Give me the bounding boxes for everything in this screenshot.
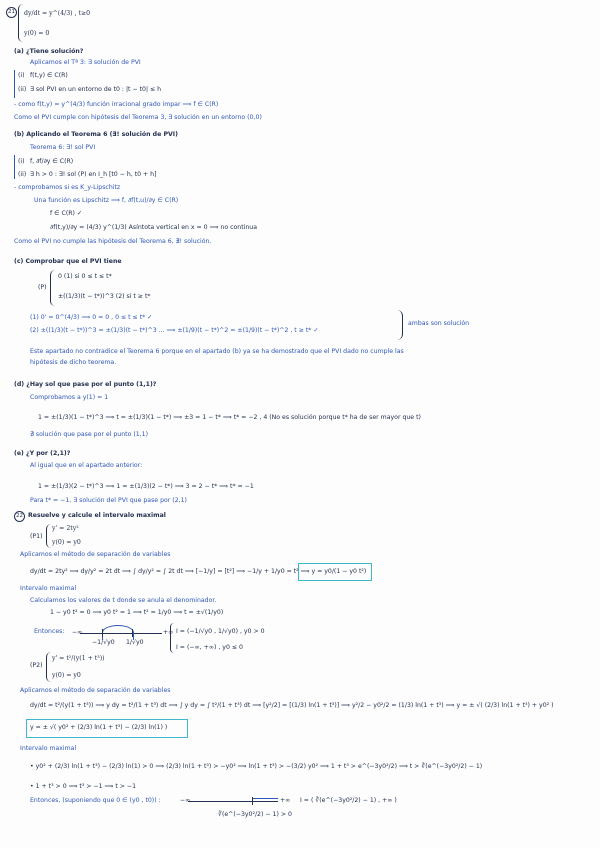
system-brace: [46, 652, 51, 682]
text-line: ∃ h > 0 : ∃! sol (P) en I_h [t0 − h, t0 + h]: [30, 171, 157, 178]
number-line-label: −1/√y0: [92, 639, 115, 646]
text-line: Este apartado no contradice el Teorema 6 porque en el apartado (b) ya se ha demostrado que el PVI dado no cumple las: [30, 348, 404, 355]
text-line: ∃ sol PVI en un entorno de t0 : |t − t0| ≤ h: [30, 86, 162, 93]
text-line: (2) ±((1/3)(t − t*))^3 = ±(1/3)(t − t*)^3 ... ⟹ ±(1/9)(t − t*)^2 = ±(1/9)(t − t*)^2 , t ≥ t* ✓: [30, 327, 319, 334]
text-line: Teorema 6: ∃! sol PVI: [30, 144, 96, 151]
result-box: [298, 563, 372, 581]
number-line-label: 1/√y0: [126, 639, 144, 646]
text-line: (1) 0' = 0^(4/3) ⟹ 0 = 0 , 0 ≤ t ≤ t* ✓: [30, 314, 153, 321]
interval-arc: [102, 625, 134, 640]
text-line: Intervalo maximal: [20, 745, 77, 752]
text-line: Comprobamos a y(1) = 1: [30, 394, 109, 401]
text-line: 1 = ±(1/3)(1 − t*)^3 ⟹ t = ±(1/3)(1 − t*) ⟹ ±3 = 1 − t* ⟹ t* = −2 , 4 (No es solución porque t* ha de ser mayor que t): [38, 414, 421, 421]
section-heading-d: (d) ¿Hay sol que pase por el punto (1,1)?: [14, 381, 157, 388]
system-brace: [46, 524, 51, 548]
section-heading-22: Resuelve y calcule el intervalo maximal: [28, 512, 166, 519]
piecewise-label: (P): [38, 284, 47, 291]
text-line: dy/dt = t²/(y(1 + t³)) ⟹ y dy = t²/(1 + t³) dt ⟹ ∫ y dy = ∫ t²/(1 + t³) dt ⟹ [y²/2] = [(1/3) ln(1 + t³)] ⟹ y²/2 − y0²/2 = (1/3) ln(1 + t³) ⟹ y = ± √( (2/3) ln(1 + t³) + y0² ): [30, 702, 554, 709]
interval-result: I = (−∞, +∞) , y0 ≤ 0: [176, 644, 243, 651]
label-ii: (ii): [18, 86, 27, 93]
number-line-tick: [102, 629, 103, 637]
text-line: ambas son solución: [408, 320, 470, 327]
text-line: - como f(t,y) = y^(4/3) función irracional grado impar ⟹ f ∈ C(R): [14, 101, 219, 108]
number-line-label: ∛(e^(−3y0²/2) − 1) > 0: [218, 811, 292, 818]
section-heading-a: (a) ¿Tiene solución?: [14, 48, 84, 55]
number-line-label: +∞: [163, 629, 174, 636]
interval-result: I = (−1/√y0 , 1/√y0) , y0 > 0: [176, 628, 265, 635]
piecewise-brace: [50, 270, 55, 306]
text-line: Entonces:: [34, 628, 65, 635]
text-line: Calculamos los valores de t donde se anula el denominador.: [30, 597, 217, 604]
text-line: f, ∂f/∂y ∈ C(R): [30, 158, 74, 165]
condition-bar: [14, 70, 15, 98]
text-line: • 1 + t³ > 0 ⟹ t³ > −1 ⟹ t > −1: [30, 783, 137, 790]
text-line: Como el PVI cumple con hipótesis del Teorema 3, ∃ solución en un entorno (0,0): [14, 114, 262, 121]
text-line: hipótesis de dicho teorema.: [30, 359, 117, 366]
exercise-number-badge: 21: [6, 7, 17, 18]
text-line: • y0² + (2/3) ln(1 + t³) − (2/3) ln(1) > 0 ⟹ (2/3) ln(1 + t³) > −y0² ⟹ ln(1 + t³) > −(3/2) y0² ⟹ 1 + t³ > e^(−3y0²/2) ⟹ t > ∛(e^(−3y0²/2) − 1): [30, 763, 483, 770]
number-line-tick: [252, 797, 253, 805]
exercise-number-badge: 22: [14, 511, 25, 522]
label-i: (i): [18, 158, 25, 165]
initial-condition: y(0) = y0: [52, 539, 81, 546]
text-line: 1 − y0 t² = 0 ⟹ y0 t² = 1 ⟹ t² = 1/y0 ⟹ t = ±√(1/y0): [50, 609, 224, 616]
text-line: f(t,y) ∈ C(R): [30, 72, 68, 79]
interval-brace: [170, 623, 174, 653]
system-label: (P1): [30, 533, 43, 540]
piecewise-case-1: 0 (1) si 0 ≤ t ≤ t*: [58, 273, 112, 280]
section-heading-e: (e) ¿Y por (2,1)?: [14, 450, 71, 457]
system-label: (P2): [30, 662, 43, 669]
initial-condition: y(0) = y0: [52, 672, 81, 679]
section-heading-c: (c) Comprobar que el PVI tiene: [14, 258, 122, 265]
text-line: f ∈ C(R) ✓: [50, 210, 83, 217]
text-line: Para t* = −1, ∃ solución del PVI que pase por (2,1): [30, 497, 187, 504]
text-line: dy/dt = 2ty² ⟹ dy/y² = 2t dt ⟹ ∫ dy/y² = ∫ 2t dt ⟹ [−1/y] = [t²] ⟹ −1/y + 1/y0 = t² ⟹ y = y0/(1 − y0 t²): [30, 568, 367, 575]
ode-equation: y' = t²/(y(1 + t³)): [52, 655, 105, 662]
number-line: [188, 801, 278, 802]
text-line: Entonces, (suponiendo que 0 ∈ (y0 , t0)) :: [30, 797, 161, 804]
system-brace: [18, 4, 23, 42]
result-brace: [397, 310, 403, 340]
text-line: Aplicamos el método de separación de variables: [20, 687, 171, 694]
text-line: 1 = ±(1/3)(2 − t*)^3 ⟹ 1 = ±(1/3)(2 − t*) ⟹ 3 = 2 − t* ⟹ t* = −1: [38, 483, 254, 490]
label-ii: (ii): [18, 171, 27, 178]
number-line-tick: [132, 629, 133, 637]
text-line: ∂f(t,y)/∂y = (4/3) y^(1/3) Asíntota vertical en x = 0 ⟹ no continua: [50, 224, 257, 231]
text-line: - comprobamos si es K_y-Lipschitz: [14, 184, 121, 191]
number-line-label: −∞: [72, 629, 83, 636]
condition-bar: [14, 155, 15, 179]
text-line: Aplicamos el Tª 3: ∃ solución de PVI: [30, 59, 141, 66]
text-line: Al igual que en el apartado anterior:: [30, 462, 143, 469]
text-line: Aplicamos el método de separación de variables: [20, 551, 171, 558]
text-line: ∄ solución que pase por el punto (1,1): [30, 431, 148, 438]
ode-equation: y' = 2ty²: [52, 525, 79, 532]
ode-equation: dy/dt = y^(4/3) , t≥0: [24, 10, 91, 17]
number-line-label: +∞: [280, 797, 291, 804]
piecewise-case-2: ±((1/3)(t − t*))^3 (2) si t ≥ t*: [58, 293, 151, 300]
text-line: Intervalo maximal: [20, 585, 77, 592]
text-line: Como el PVI no cumple las hipótesis del Teorema 6, ∄! solución.: [14, 238, 212, 245]
section-heading-b: (b) Aplicando el Teorema 6 (∃! solución de PVI): [14, 131, 178, 138]
text-line: y = ± √( y0² + (2/3) ln(1 + t³) − (2/3) ln(1) ): [30, 724, 168, 731]
text-line: Una función es Lipschitz ⟹ f, ∂f(t,u)/∂y ∈ C(R): [34, 197, 179, 204]
label-i: (i): [18, 72, 25, 79]
interval-result: I = ( ∛(e^(−3y0²/2) − 1) , +∞ ): [300, 797, 397, 804]
initial-condition: y(0) = 0: [24, 30, 50, 37]
interval-stroke: [252, 798, 278, 799]
number-line-label: −∞: [180, 797, 191, 804]
